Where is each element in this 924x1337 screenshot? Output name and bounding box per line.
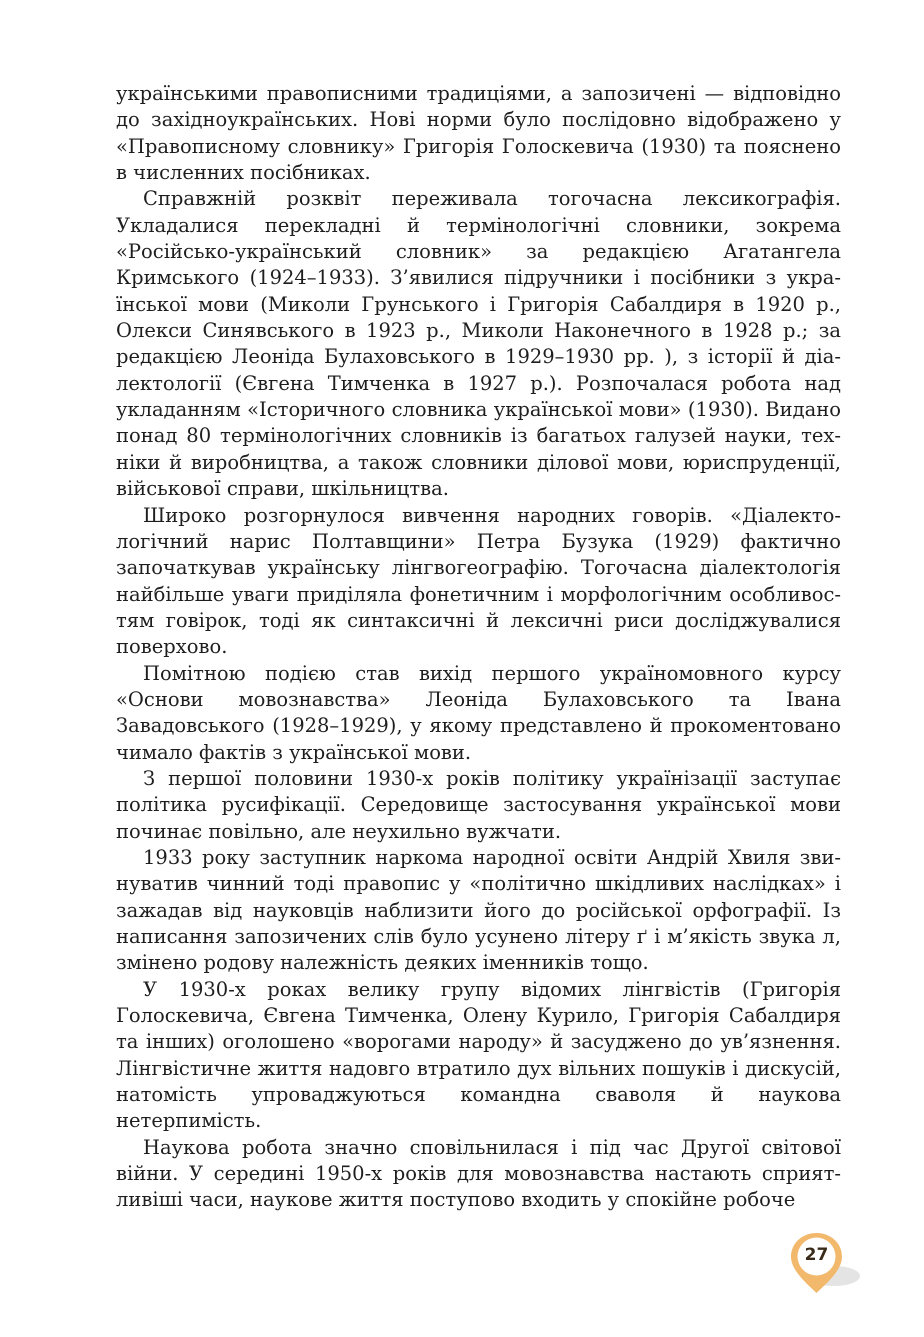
- paragraph-3: Широко розгорнулося вивчення народних говорів. «Діалектологічний нарис Полтавщини» Петра Бузука (1929) фактично започаткував українську лінгвогеографію. Тогочасна діалектологія найбільше уваги приділяла фонетичним і морфологічним особливостям говірок, тоді як синтаксичні й лексичні риси досліджувалися поверхово.: [116, 503, 841, 659]
- paragraph-1: українськими правописними традиціями, а запозичені — відповідно до західноукраїнських. Нові норми було послідовно відображено у «Правописному словнику» Григорія Голоскевича (1930) та пояснено в численних посібниках.: [116, 82, 841, 185]
- paragraph-2: Справжній розквіт переживала тогочасна лексикографія. Укладалися перекладні й термінологічні словники, зокрема «Російсько-український словник» за редакцією Агатангела Кримського (1924–1933). З’явилися підручники і посібники з української мови (Миколи Грунського і Григорія Сабалдиря в 1920 р., Олекси Синявського в 1923 р., Миколи Наконечного в 1928 р.; за редакцією Леоніда Булаховського в 1929–1930 рр. ), з історії й діалектології (Євгена Тимченка в 1927 р.). Розпочалася робота над укладанням «Історичного словника української мови» (1930). Видано понад 80 термінологічних словників із багатьох галузей науки, техніки й виробництва, а також словники ділової мови, юриспруденції, військової справи, шкільництва.: [116, 187, 841, 501]
- page-number: 27: [804, 1245, 829, 1265]
- paragraph-4: Помітною подією став вихід першого україномовного курсу «Основи мовознавства» Леоніда Булаховського та Івана Завадовського (1928–1929), у якому представлено й прокоментовано чимало фактів з української мови.: [116, 661, 841, 764]
- paragraph-6: 1933 року заступник наркома народної освіти Андрій Хвиля звинуватив чинний тоді правопис у «політично шкідливих наслідках» і зажадав від науковців наблизити його до російської орфографії. Із написання запозичених слів було усунено літеру ґ і м’якість звука л, змінено родову належність деяких іменників тощо.: [116, 845, 841, 975]
- paragraph-5: З першої половини 1930-х років політику українізації заступає політика русифікації. Середовище застосування української мови починає повільно, але неухильно вужчати.: [116, 766, 841, 843]
- paragraph-8: Наукова робота значно сповільнилася і під час Другої світової війни. У середині 1950-х років для мовознавства настають сприятливіші часи, наукове життя поступово входить у спокійне робоче: [116, 1135, 841, 1212]
- page-body: [116, 81, 841, 1214]
- paragraph-7: У 1930-х роках велику групу відомих лінгвістів (Григорія Голоскевича, Євгена Тимченка, Олену Курило, Григорія Сабалдиря та інших) оголошено «ворогами народу» й засуджено до ув’язнення. Лінгвістичне життя надовго втратило дух вільних пошуків і дискусій, натомість упроваджуються командна сваволя й наукова нетерпимість.: [116, 977, 841, 1133]
